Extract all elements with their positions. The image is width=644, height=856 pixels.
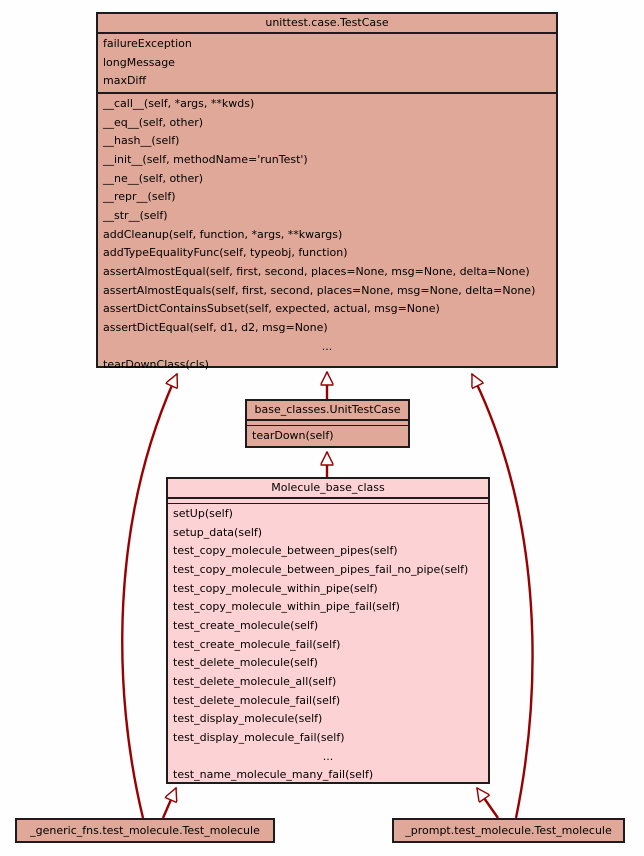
method-item: addCleanup(self, function, *args, **kwargs) — [103, 227, 343, 241]
method-item: test_delete_molecule_fail(self) — [173, 693, 341, 707]
method-item: tearDown(self) — [252, 429, 334, 442]
methods-section-molecule — [168, 504, 488, 785]
class-box-generic-fns-test-molecule — [15, 818, 275, 843]
method-item: test_copy_molecule_within_pipe(self) — [173, 581, 378, 595]
ellipsis-row: ... — [321, 339, 333, 353]
method-item: test_copy_molecule_between_pipes_fail_no_pipe(self) — [173, 562, 469, 576]
class-title-molecule-base-class: Molecule_base_class — [168, 479, 488, 499]
attribute-item: failureException — [103, 37, 192, 50]
method-item: __str__(self) — [103, 208, 168, 222]
method-item: __repr__(self) — [103, 190, 176, 204]
method-item: test_display_molecule_fail(self) — [173, 730, 345, 744]
method-item: test_copy_molecule_between_pipes(self) — [173, 544, 398, 558]
method-item: test_name_molecule_many_fail(self) — [173, 768, 374, 782]
method-item: test_delete_molecule_all(self) — [173, 674, 337, 688]
method-item: __hash__(self) — [103, 134, 180, 148]
attributes-section-testcase — [98, 34, 556, 94]
class-box-prompt-test-molecule — [392, 818, 625, 843]
class-title-testcase: unittest.case.TestCase — [98, 14, 556, 34]
method-item: test_delete_molecule(self) — [173, 656, 318, 670]
method-item: assertAlmostEqual(self, first, second, places=None, msg=None, delta=None) — [103, 264, 530, 278]
class-title-prompt-test-molecule: _prompt.test_molecule.Test_molecule — [405, 824, 612, 837]
attribute-item: longMessage — [103, 55, 175, 69]
methods-section-unittestcase — [247, 426, 408, 446]
ellipsis-row: ... — [322, 749, 334, 763]
methods-section-testcase — [98, 94, 556, 375]
method-item: __init__(self, methodName='runTest') — [103, 152, 308, 166]
class-box-unittestcase — [245, 399, 410, 448]
edge-prompt-to-molecule — [477, 788, 498, 818]
method-item: assertDictEqual(self, d1, d2, msg=None) — [103, 320, 328, 334]
method-item: assertDictContainsSubset(self, expected, actual, msg=None) — [103, 302, 440, 316]
class-title-generic-fns-test-molecule: _generic_fns.test_molecule.Test_molecule — [30, 824, 260, 837]
method-item: assertAlmostEquals(self, first, second, places=None, msg=None, delta=None) — [103, 283, 536, 297]
class-box-molecule-base-class — [166, 477, 490, 784]
method-item: test_display_molecule(self) — [173, 712, 323, 726]
method-item: __ne__(self, other) — [103, 171, 204, 185]
method-item: test_copy_molecule_within_pipe_fail(self) — [173, 600, 400, 614]
method-item: setUp(self) — [173, 507, 233, 520]
method-item: __call__(self, *args, **kwds) — [103, 96, 255, 110]
method-item: setup_data(self) — [173, 525, 263, 539]
method-item: test_create_molecule(self) — [173, 618, 319, 632]
class-box-testcase — [96, 12, 558, 372]
edge-genericfns-to-molecule — [163, 788, 176, 818]
class-title-unittestcase: base_classes.UnitTestCase — [247, 401, 408, 421]
method-item: test_create_molecule_fail(self) — [173, 637, 341, 651]
attribute-item: maxDiff — [103, 74, 147, 88]
method-item: addTypeEqualityFunc(self, typeobj, function) — [103, 246, 348, 260]
method-item: __eq__(self, other) — [103, 115, 204, 129]
method-item: tearDownClass(cls) — [103, 358, 209, 372]
